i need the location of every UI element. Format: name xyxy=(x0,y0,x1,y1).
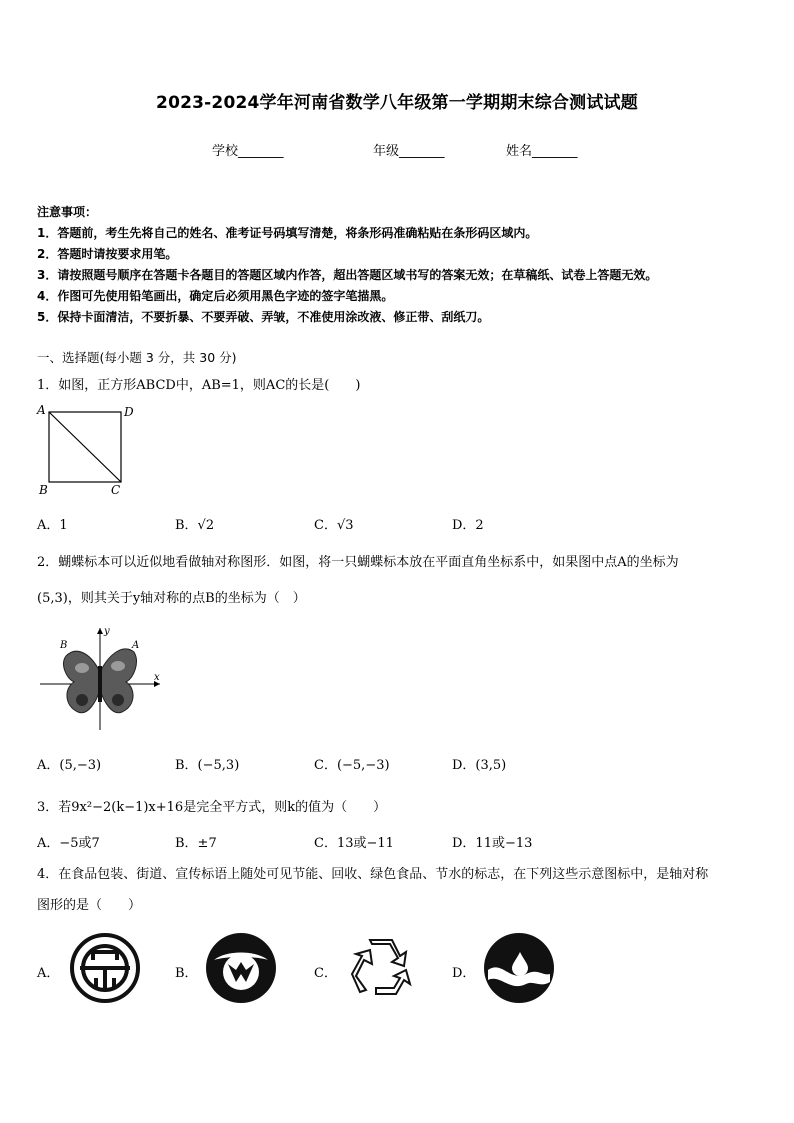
option-d[interactable]: D．(3,5) xyxy=(452,758,507,773)
question-1-options xyxy=(0,514,794,534)
question-1-stem: 1．如图，正方形ABCD中，AB=1，则AC的长是( ) xyxy=(37,378,361,393)
note-item: 5．保持卡面清洁，不要折暴、不要弄破、弄皱，不准使用涂改液、修正带、刮纸刀。 xyxy=(37,310,490,324)
option-c[interactable]: C．√3 xyxy=(314,518,354,533)
option-a[interactable]: A．(5,−3) xyxy=(37,758,102,773)
option-a[interactable]: A．1 xyxy=(37,518,68,533)
option-c[interactable]: C．(−5,−3) xyxy=(314,758,390,773)
option-c[interactable]: C． xyxy=(314,966,337,981)
notes-section xyxy=(37,202,657,328)
page-title: 2023-2024学年河南省数学八年级第一学期期末综合测试试题 xyxy=(156,93,638,113)
square-figure xyxy=(34,402,144,498)
label-b: B xyxy=(60,640,68,651)
school-field[interactable]: 学校_______ xyxy=(212,144,284,159)
option-b[interactable]: B．±7 xyxy=(175,836,217,851)
option-a[interactable]: A． xyxy=(37,966,60,981)
notes-heading: 注意事项： xyxy=(37,205,98,219)
note-item: 3．请按照题号顺序在答题卡各题目的答题区域内作答，超出答题区域书写的答案无效；在草稿纸、试卷上答题无效。 xyxy=(37,268,658,282)
energy-saving-icon xyxy=(66,930,144,1006)
question-3-stem: 3．若9x²−2(k−1)x+16是完全平方式，则k的值为（ ） xyxy=(37,800,387,815)
note-item: 2．答题时请按要求用笔。 xyxy=(37,247,178,261)
question-4-stem-line1: 4．在食品包装、街道、宣传标语上随处可见节能、回收、绿色食品、节水的标志，在下列这些示意图标中，是轴对称 xyxy=(37,867,709,882)
option-d[interactable]: D．2 xyxy=(452,518,484,533)
water-saving-icon xyxy=(480,930,558,1006)
recycle-icon xyxy=(342,930,420,1006)
option-d[interactable]: D．11或−13 xyxy=(452,836,533,851)
section-heading: 一、选择题(每小题 3 分，共 30 分) xyxy=(37,350,237,365)
note-item: 4．作图可先使用铅笔画出，确定后必须用黑色字迹的签字笔描黑。 xyxy=(37,289,394,303)
question-2-stem-line2: (5,3)，则其关于y轴对称的点B的坐标为（ ） xyxy=(37,591,306,606)
label-x: x xyxy=(154,672,160,683)
question-3-options xyxy=(0,832,794,852)
note-item: 1．答题前，考生先将自己的姓名、准考证号码填写清楚，将条形码准确粘贴在条形码区域内。 xyxy=(37,226,538,240)
grade-field[interactable]: 年级_______ xyxy=(373,144,445,159)
option-b[interactable]: B．√2 xyxy=(175,518,215,533)
label-y: y xyxy=(104,626,110,637)
butterfly-figure xyxy=(38,622,168,732)
name-field[interactable]: 姓名_______ xyxy=(506,144,578,159)
question-4-stem-line2: 图形的是（ ） xyxy=(37,898,142,913)
label-d: D xyxy=(124,405,134,419)
option-d[interactable]: D． xyxy=(452,966,476,981)
question-2-stem-line1: 2．蝴蝶标本可以近似地看做轴对称图形．如图，将一只蝴蝶标本放在平面直角坐标系中，如果图中点A的坐标为 xyxy=(37,555,679,570)
label-a: A xyxy=(37,403,46,417)
option-c[interactable]: C．13或−11 xyxy=(314,836,394,851)
question-2-options xyxy=(0,754,794,774)
option-a[interactable]: A．−5或7 xyxy=(37,836,100,851)
label-c: C xyxy=(111,483,121,497)
question-4-options xyxy=(0,930,794,1010)
label-a: A xyxy=(132,640,140,651)
green-food-icon xyxy=(202,930,280,1006)
option-b[interactable]: B．(−5,3) xyxy=(175,758,240,773)
label-b: B xyxy=(39,483,48,497)
diagonal-line xyxy=(49,412,121,482)
option-b[interactable]: B． xyxy=(175,966,198,981)
